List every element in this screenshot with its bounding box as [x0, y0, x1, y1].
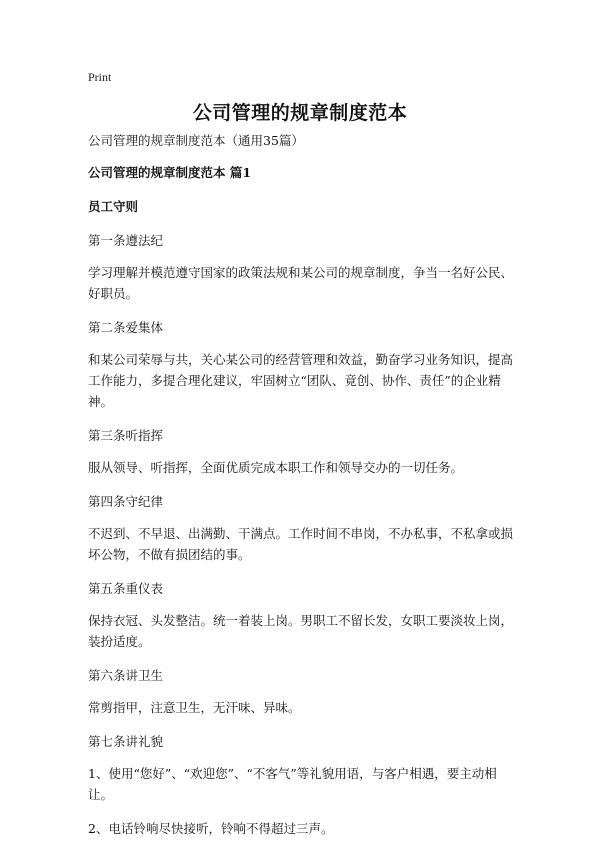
- article-heading-5: 第五条重仪表: [88, 581, 164, 596]
- article-body-7: 1、使用“您好”、“欢迎您”、“不客气”等礼貌用语，与客户相遇，要主动相让。: [88, 766, 497, 802]
- article-body-1: 学习理解并模范遵守国家的政策法规和某公司的规章制度，争当一名好公民、好职员。: [88, 265, 514, 301]
- article-heading-6: 第六条讲卫生: [88, 668, 164, 683]
- chapter-heading: 员工守则: [88, 199, 139, 214]
- list-item: 2、电话铃响尽快接听，铃响不得超过三声。: [88, 821, 334, 836]
- article-body-2: 和某公司荣辱与共，关心某公司的经营管理和效益，勤奋学习业务知识，提高工作能力，多提合理化建议，牢固树立“团队、竟创、协作、责任”的企业精神。: [88, 352, 514, 409]
- article-body-3: 服从领导、听指挥，全面优质完成本职工作和领导交办的一切任务。: [88, 460, 464, 475]
- document-body: [88, 130, 520, 852]
- print-link[interactable]: Print: [88, 70, 112, 84]
- article-body-5: 保持衣冠、头发整洁。统一着装上岗。男职工不留长发，女职工要淡妆上岗，装扮适度。: [88, 613, 514, 649]
- document-subtitle: 公司管理的规章制度范本（通用35篇）: [88, 133, 304, 148]
- article-body-4: 不迟到、不早退、出满勤、干满点。工作时间不串岗，不办私事，不私拿或损坏公物，不做有损团结的事。: [88, 526, 514, 562]
- article-heading-3: 第三条听指挥: [88, 428, 164, 443]
- article-heading-1: 第一条遵法纪: [88, 233, 164, 248]
- page-title: 公司管理的规章制度范本: [192, 102, 408, 124]
- article-heading-4: 第四条守纪律: [88, 494, 164, 509]
- article-heading-7: 第七条讲礼貌: [88, 734, 164, 749]
- article-body-6: 常剪指甲，注意卫生，无汗味、异味。: [88, 700, 301, 715]
- section-heading: 公司管理的规章制度范本 篇1: [88, 165, 252, 180]
- article-heading-2: 第二条爱集体: [88, 320, 164, 335]
